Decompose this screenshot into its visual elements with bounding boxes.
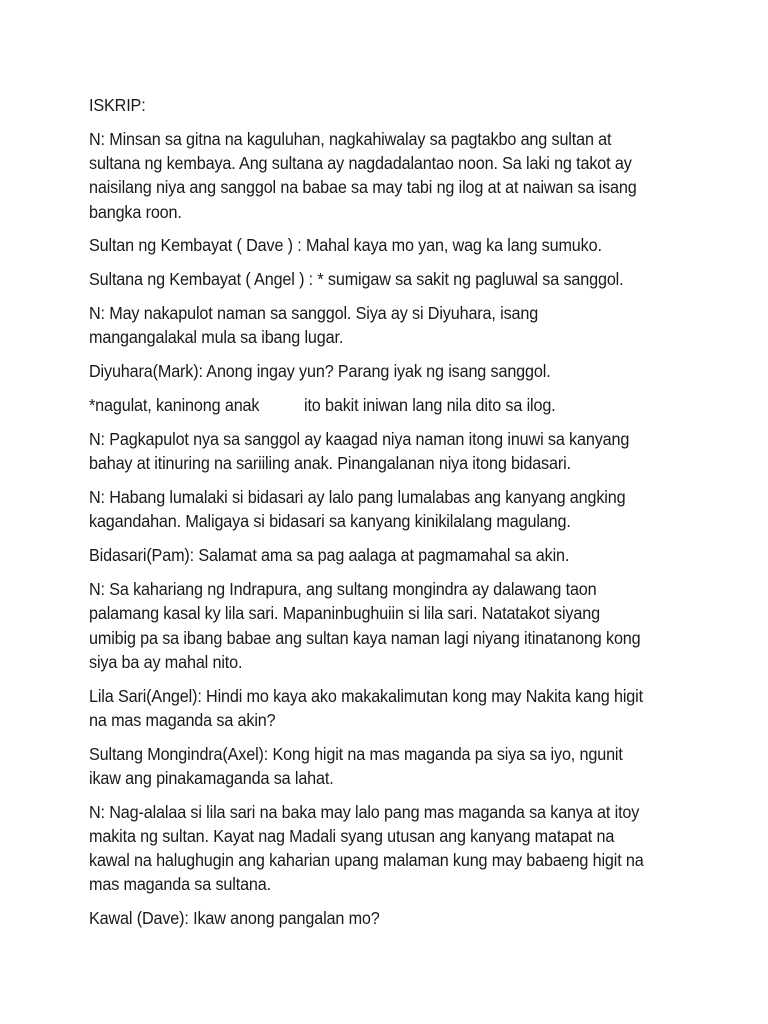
- paragraph: N: Habang lumalaki si bidasari ay lalo pang lumalabas ang kanyang angking kagandahan. Maligaya si bidasari sa kanyang kinikilalang magulang.: [89, 487, 626, 532]
- paragraph: N: Pagkapulot nya sa sanggol ay kaagad niya naman itong inuwi sa kanyang bahay at itinuring na sariiling anak. Pinangalanan niya itong bidasari.: [89, 429, 630, 474]
- paragraph: Lila Sari(Angel): Hindi mo kaya ako makakalimutan kong may Nakita kang higit na mas maganda sa akin?: [89, 685, 643, 730]
- paragraph: N: May nakapulot naman sa sanggol. Siya ay si Diyuhara, isang mangangalakal mula sa ibang lugar.: [89, 303, 539, 348]
- paragraph: Sultana ng Kembayat ( Angel ) : * sumigaw sa sakit ng pagluwal sa sanggol.: [89, 269, 624, 290]
- paragraph: Kawal (Dave): Ikaw anong pangalan mo?: [89, 908, 380, 929]
- paragraph: Bidasari(Pam): Salamat ama sa pag aalaga at pagmamahal sa akin.: [89, 545, 570, 566]
- paragraph-split: [89, 393, 647, 417]
- paragraph: Diyuhara(Mark): Anong ingay yun? Parang iyak ng isang sanggol.: [89, 361, 551, 382]
- paragraph: N: Minsan sa gitna na kaguluhan, nagkahiwalay sa pagtakbo ang sultan at sultana ng kembaya. Ang sultana ay nagdadalantao noon. Sa laki ng takot ay naisilang niya ang sanggol na babae sa may tabi ng ilog at at naiwan sa isang bangka roon.: [89, 128, 637, 222]
- document-heading: ISKRIP:: [89, 95, 146, 115]
- document-page: [89, 93, 647, 940]
- split-left-text: *nagulat, kaninong anak: [89, 395, 260, 416]
- paragraph: Sultan ng Kembayat ( Dave ) : Mahal kaya mo yan, wag ka lang sumuko.: [89, 235, 602, 256]
- split-right-text: ito bakit iniwan lang nila dito sa ilog.: [303, 395, 556, 416]
- paragraph: N: Nag-alalaa si lila sari na baka may lalo pang mas maganda sa kanya at itoy makita ng sultan. Kayat nag Madali syang utusan ang kanyang matapat na kawal na halughugin ang kaharian upang malaman kung may babaeng higit na mas maganda sa sultana.: [89, 801, 644, 895]
- paragraph: Sultang Mongindra(Axel): Kong higit na mas maganda pa siya sa iyo, ngunit ikaw ang pinakamaganda sa lahat.: [89, 743, 623, 788]
- paragraph: N: Sa kahariang ng Indrapura, ang sultang mongindra ay dalawang taon palamang kasal ky lila sari. Mapaninbughuiin si lila sari. Natatakot siyang umibig pa sa ibang babae ang sultan kaya naman lagi niyang itinatanong kong siya ba ay mahal nito.: [89, 579, 641, 672]
